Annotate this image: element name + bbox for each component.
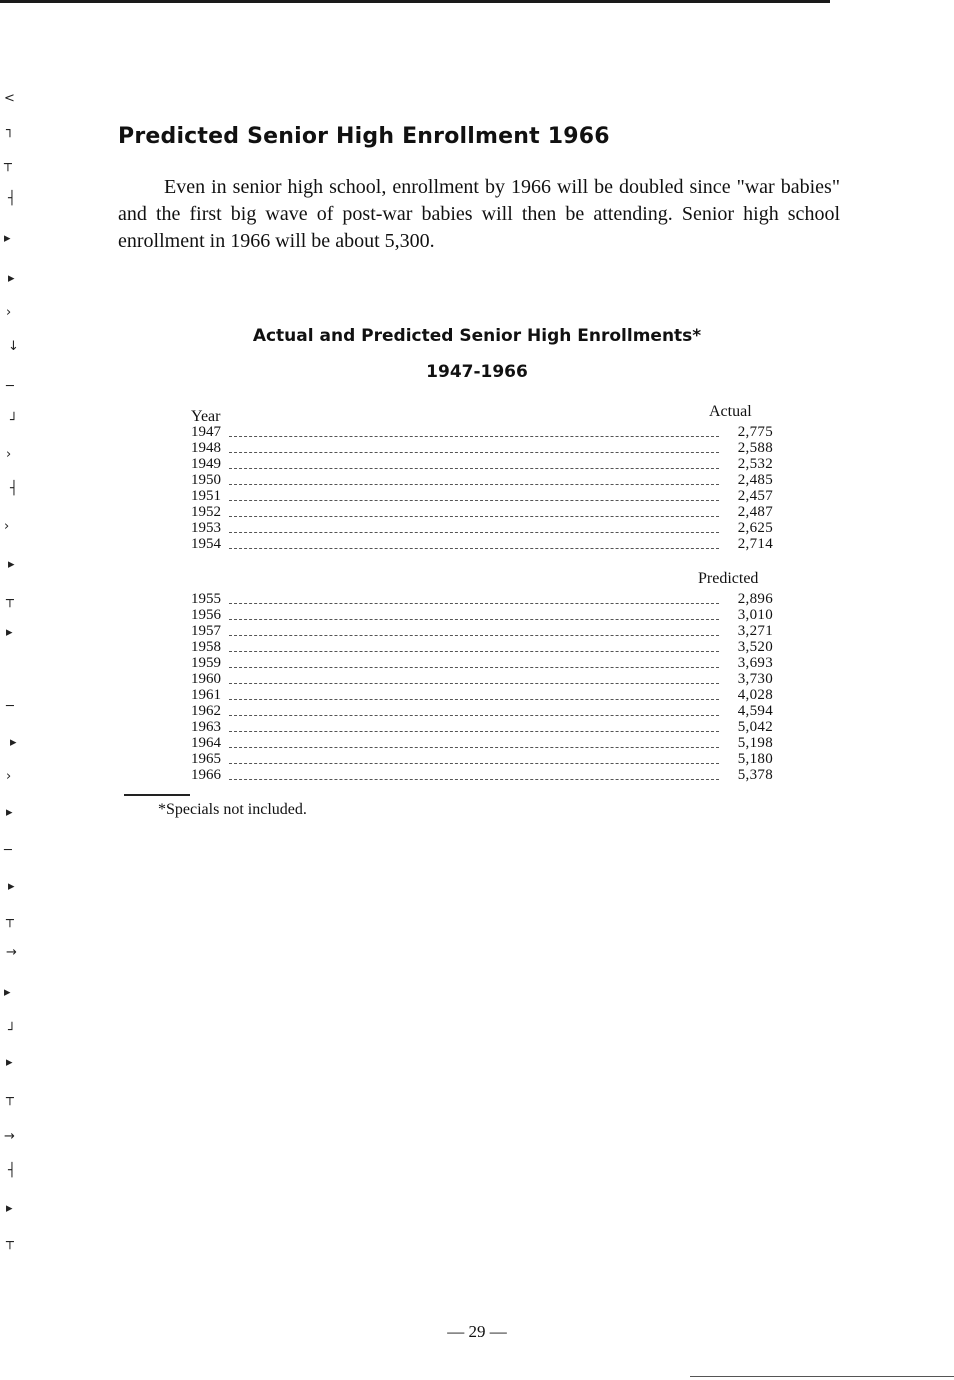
- dot-leader: [229, 682, 719, 684]
- binding-mark: ┬: [4, 157, 12, 172]
- table-row: [191, 655, 773, 671]
- dot-leader: [229, 778, 719, 780]
- enrollment-cell: 5,198: [737, 735, 773, 751]
- footnote-rule: [124, 794, 190, 796]
- enrollment-cell: 2,588: [737, 440, 773, 456]
- binding-mark: ▸: [4, 985, 11, 1000]
- dot-leader: [229, 762, 719, 764]
- year-cell: 1961: [191, 687, 221, 703]
- table-row: [191, 520, 773, 536]
- table-row: [191, 671, 773, 687]
- binding-mark: ┬: [6, 913, 14, 928]
- year-cell: 1952: [191, 504, 221, 520]
- binding-mark: ›: [6, 769, 12, 784]
- year-cell: 1965: [191, 751, 221, 767]
- binding-mark: ─: [4, 843, 12, 858]
- footnote: *Specials not included.: [158, 801, 307, 818]
- year-cell: 1960: [191, 671, 221, 687]
- year-cell: 1966: [191, 767, 221, 783]
- dot-leader: [229, 483, 719, 485]
- intro-paragraph: Even in senior high school, enrollment by 1966 will be doubled since "war babies" and the first big wave of post-war babies will then be attending. Senior high school enrollment in 1966 will be about 5,300.: [118, 176, 840, 252]
- dot-leader: [229, 650, 719, 652]
- year-cell: 1958: [191, 639, 221, 655]
- dot-leader: [229, 746, 719, 748]
- table-row: [191, 623, 773, 639]
- binding-mark: ┘: [8, 1023, 16, 1038]
- table-subtitle: 1947-1966: [426, 362, 528, 382]
- binding-mark: ─: [6, 699, 14, 714]
- table-row: [191, 751, 773, 767]
- enrollment-cell: 4,028: [737, 687, 773, 703]
- table-row: [191, 607, 773, 623]
- table-row: [191, 735, 773, 751]
- enrollment-cell: 4,594: [737, 703, 773, 719]
- table-row: [191, 488, 773, 504]
- table-row: [191, 424, 773, 440]
- binding-mark: ┬: [6, 1091, 14, 1106]
- dot-leader: [229, 698, 719, 700]
- year-cell: 1959: [191, 655, 221, 671]
- year-cell: 1954: [191, 536, 221, 552]
- dot-leader: [229, 467, 719, 469]
- year-cell: 1956: [191, 607, 221, 623]
- binding-mark: ›: [4, 519, 10, 534]
- table-title: Actual and Predicted Senior High Enrollments*: [252, 326, 702, 346]
- year-cell: 1949: [191, 456, 221, 472]
- enrollment-cell: 5,180: [737, 751, 773, 767]
- dot-leader: [229, 451, 719, 453]
- enrollment-cell: 3,271: [737, 623, 773, 639]
- dot-leader: [229, 634, 719, 636]
- bottom-edge-rule: [690, 1376, 954, 1377]
- year-cell: 1950: [191, 472, 221, 488]
- table-row: [191, 456, 773, 472]
- top-edge-rule: [0, 0, 830, 3]
- year-cell: 1953: [191, 520, 221, 536]
- binding-mark: ─: [6, 379, 14, 394]
- enrollment-cell: 2,457: [737, 488, 773, 504]
- enrollment-cell: 3,010: [737, 607, 773, 623]
- predicted-column-header: Predicted: [698, 570, 759, 587]
- year-cell: 1951: [191, 488, 221, 504]
- year-cell: 1948: [191, 440, 221, 456]
- year-cell: 1964: [191, 735, 221, 751]
- page-number: — 29 —: [447, 1322, 507, 1341]
- enrollment-cell: 3,520: [737, 639, 773, 655]
- dot-leader: [229, 602, 719, 604]
- enrollment-cell: 2,532: [737, 456, 773, 472]
- dot-leader: [229, 547, 719, 549]
- table-row: [191, 687, 773, 703]
- binding-mark: ┤: [8, 191, 16, 206]
- table-row: [191, 639, 773, 655]
- actual-enrollment-rows: [191, 424, 773, 552]
- year-cell: 1963: [191, 719, 221, 735]
- enrollment-cell: 2,625: [737, 520, 773, 536]
- dot-leader: [229, 714, 719, 716]
- table-row: [191, 591, 773, 607]
- dot-leader: [229, 730, 719, 732]
- binding-mark: ›: [6, 305, 12, 320]
- binding-hole-marks: [0, 80, 26, 1260]
- dot-leader: [229, 531, 719, 533]
- year-cell: 1957: [191, 623, 221, 639]
- binding-mark: ▸: [8, 879, 15, 894]
- dot-leader: [229, 515, 719, 517]
- table-row: [191, 440, 773, 456]
- binding-mark: ▸: [8, 557, 15, 572]
- binding-mark: ┘: [10, 413, 18, 428]
- binding-mark: ┬: [6, 593, 14, 608]
- enrollment-cell: 2,775: [737, 424, 773, 440]
- enrollment-cell: 3,730: [737, 671, 773, 687]
- enrollment-cell: 3,693: [737, 655, 773, 671]
- year-cell: 1947: [191, 424, 221, 440]
- binding-mark: ┐: [6, 123, 14, 138]
- table-row: [191, 504, 773, 520]
- binding-mark: <: [4, 91, 15, 106]
- enrollment-cell: 2,485: [737, 472, 773, 488]
- year-cell: 1962: [191, 703, 221, 719]
- actual-column-header: Actual: [709, 403, 752, 420]
- binding-mark: ▸: [6, 625, 13, 640]
- binding-mark: ▸: [6, 805, 13, 820]
- binding-mark: ┤: [10, 481, 18, 496]
- dot-leader: [229, 435, 719, 437]
- year-column-header: Year: [191, 408, 221, 425]
- enrollment-cell: 5,378: [737, 767, 773, 783]
- predicted-enrollment-rows: [191, 591, 773, 783]
- page-heading: Predicted Senior High Enrollment 1966: [118, 124, 610, 149]
- binding-mark: ▸: [6, 1055, 13, 1070]
- dot-leader: [229, 666, 719, 668]
- binding-mark: →: [4, 1129, 15, 1144]
- dot-leader: [229, 618, 719, 620]
- dot-leader: [229, 499, 719, 501]
- enrollment-cell: 5,042: [737, 719, 773, 735]
- binding-mark: ▸: [4, 231, 11, 246]
- table-row: [191, 703, 773, 719]
- binding-mark: ▸: [6, 1201, 13, 1216]
- enrollment-cell: 2,896: [737, 591, 773, 607]
- binding-mark: ▸: [8, 271, 15, 286]
- table-row: [191, 719, 773, 735]
- table-row: [191, 767, 773, 783]
- binding-mark: ›: [6, 447, 12, 462]
- year-cell: 1955: [191, 591, 221, 607]
- binding-mark: ▸: [10, 735, 17, 750]
- table-row: [191, 536, 773, 552]
- enrollment-cell: 2,714: [737, 536, 773, 552]
- binding-mark: ┤: [8, 1163, 16, 1178]
- table-row: [191, 472, 773, 488]
- binding-mark: ↓: [8, 339, 19, 354]
- enrollment-cell: 2,487: [737, 504, 773, 520]
- binding-mark: →: [6, 945, 17, 960]
- binding-mark: ┬: [6, 1235, 14, 1250]
